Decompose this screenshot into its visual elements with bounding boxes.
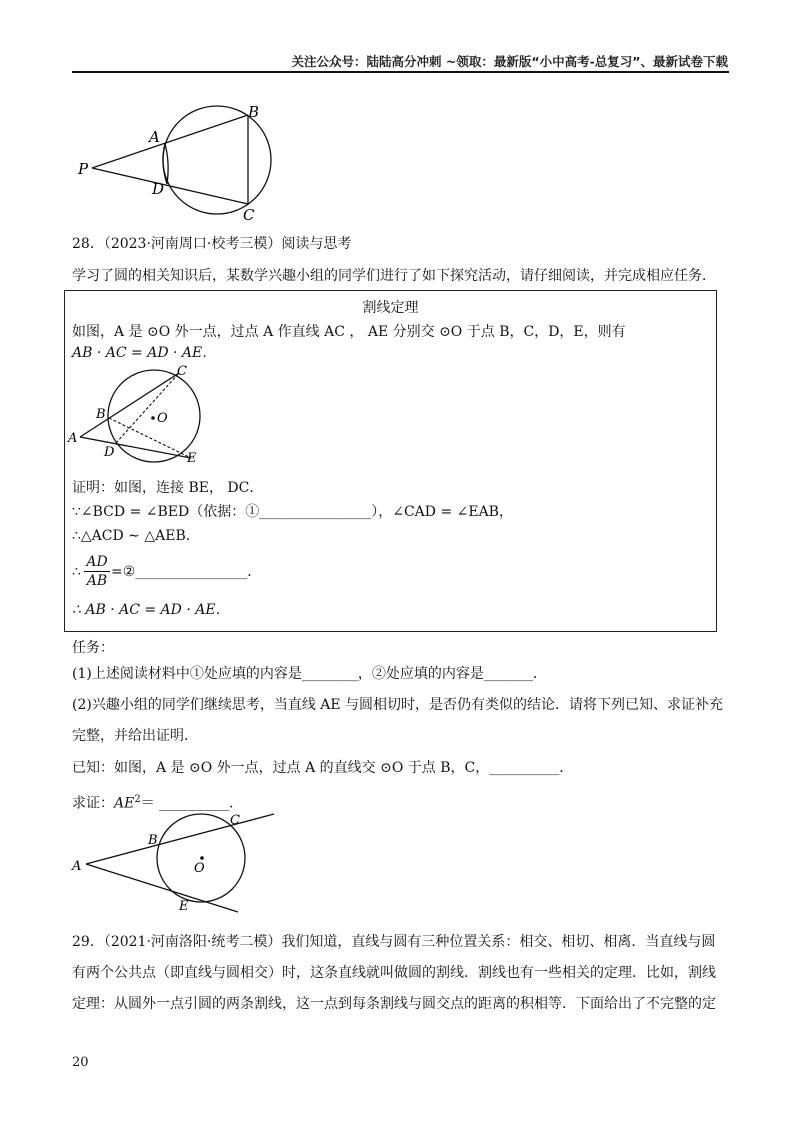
fig1-label-a: A — [149, 128, 160, 146]
fig2-label-c: C — [177, 364, 187, 379]
page-number: 20 — [72, 1055, 89, 1070]
task-1: (1)上述阅读材料中①处应填的内容是________，②处应填的内容是_______． — [72, 666, 547, 682]
q29-line-3: 定理：从圆外一点引圆的两条割线，这一点到每条割线与圆交点的距离的积相等．下面给出了不完整的定 — [72, 996, 716, 1012]
task-2-line-1: (2)兴趣小组的同学们继续思考，当直线 AE 与圆相切时，是否仍有类似的结论．请将下列已知、求证补充 — [72, 697, 724, 713]
fig2-label-b: B — [96, 407, 106, 422]
proof-line-3: ∴△ACD ∼ △AEB． — [72, 528, 200, 544]
fraction-numerator: AD — [84, 553, 110, 572]
fraction-denominator: AB — [86, 573, 108, 589]
fig2-label-d: D — [104, 445, 115, 460]
figure-secant-circle — [70, 100, 310, 225]
fig2-label-e: E — [187, 451, 197, 466]
proof-line-4-suffix: =②________________． — [111, 564, 262, 580]
fig1-label-d: D — [152, 180, 165, 198]
task-2-line-2: 完整，并给出证明． — [72, 728, 198, 744]
known-statement: 已知：如图，A 是 ⊙O 外一点，过点 A 的直线交 ⊙O 于点 B，C，__________． — [72, 760, 574, 776]
prove-suffix: ＝ __________． — [140, 795, 244, 812]
fig3-center — [200, 856, 204, 860]
proof-line-5: ∴ AB · AC = AD · AE． — [72, 602, 230, 618]
q28-title: 28．（2023·河南周口·校考三模）阅读与思考 — [72, 236, 352, 252]
fig2-label-a: A — [68, 431, 78, 446]
proof-fraction — [84, 553, 110, 590]
fig3-label-c: C — [230, 813, 240, 828]
proof-line-4-prefix: ∴ — [72, 564, 81, 580]
fig2-line-be — [109, 418, 191, 458]
fig3-label-e: E — [179, 899, 189, 914]
figure-theorem — [66, 362, 216, 470]
task-label: 任务： — [72, 640, 114, 656]
proof-line-1: 证明：如图，连接 BE， DC． — [72, 480, 264, 496]
q29-line-2: 有两个公共点（即直线与圆相交）时，这条直线就叫做圆的割线．割线也有一些相关的定理．比如，割线 — [72, 965, 716, 981]
prove-sup: 2 — [134, 794, 141, 805]
fig1-circle — [163, 106, 271, 214]
theorem-heading: 割线定理 — [362, 300, 419, 316]
fig1-label-p: P — [78, 160, 89, 178]
q28-intro: 学习了圆的相关知识后，某数学兴趣小组的同学们进行了如下探究活动，请仔细阅读，并完成相应任务． — [72, 268, 716, 284]
fig2-label-o: O — [157, 411, 168, 426]
fig1-line-pb — [92, 115, 248, 168]
fig3-label-o: O — [194, 861, 205, 876]
proof-line-2: ∵∠BCD = ∠BED（依据：①________________），∠CAD = ∠EAB， — [72, 504, 513, 520]
q29-line-1: 29．（2021·河南洛阳·统考二模）我们知道，直线与圆有三种位置关系：相交、相切、相离．当直线与圆 — [72, 934, 716, 950]
fig3-line-ae — [86, 864, 238, 912]
fig1-line-pc — [92, 168, 248, 204]
prove-prefix: 求证： — [72, 795, 114, 812]
figure-tangent — [66, 808, 286, 916]
theorem-line-2: AB · AC = AD · AE． — [72, 345, 217, 361]
fig2-line-ae — [80, 437, 191, 458]
prove-expr: AE — [114, 795, 135, 812]
fig1-label-c: C — [243, 206, 255, 224]
fig1-label-b: B — [248, 103, 260, 121]
fig2-center — [151, 416, 155, 420]
fig3-label-a: A — [72, 859, 82, 874]
fig3-label-b: B — [148, 833, 158, 848]
theorem-line-1: 如图，A 是 ⊙O 外一点，过点 A 作直线 AC ， AE 分别交 ⊙O 于点 B，C，D，E，则有 — [72, 324, 626, 340]
fig2-circle — [108, 370, 200, 462]
header-rule — [72, 71, 729, 73]
page-header: 关注公众号：陆陆高分冲刺 ~领取：最新版“小中高考-总复习”、最新试卷下载 — [291, 54, 728, 69]
fig3-line-ac — [86, 814, 274, 864]
